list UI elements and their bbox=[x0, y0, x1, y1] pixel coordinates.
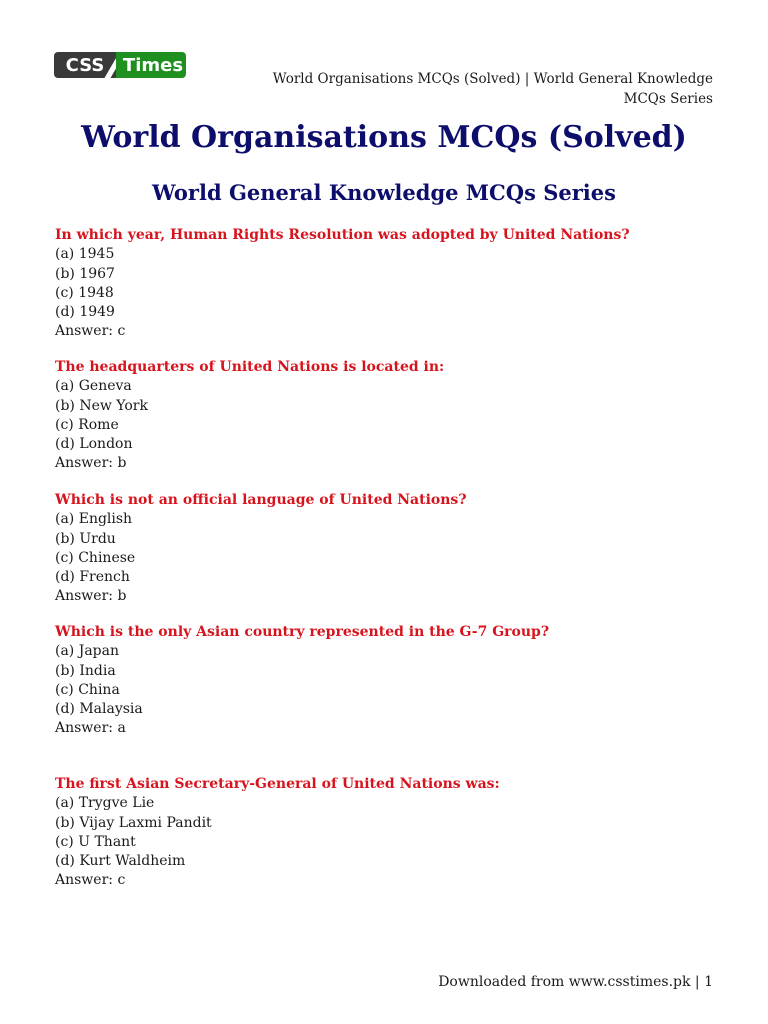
mcq-1 bbox=[55, 226, 630, 342]
page-title: World Organisations MCQs (Solved) bbox=[81, 120, 687, 155]
option-c: (c) China bbox=[55, 681, 120, 698]
option-b: (b) India bbox=[55, 662, 116, 679]
option-d: (d) French bbox=[55, 569, 130, 586]
option-d: (d) London bbox=[55, 436, 133, 453]
question-text: Which is not an official language of United Nations? bbox=[55, 492, 467, 508]
option-a: (a) Geneva bbox=[55, 378, 132, 395]
answer: Answer: b bbox=[55, 588, 127, 605]
option-b: (b) Vijay Laxmi Pandit bbox=[55, 814, 212, 831]
mcq-4 bbox=[55, 623, 549, 739]
csstimes-logo bbox=[54, 52, 186, 78]
mcq-2 bbox=[55, 358, 444, 474]
answer: Answer: a bbox=[55, 720, 126, 737]
option-a: (a) Japan bbox=[55, 643, 120, 660]
question-text: The first Asian Secretary-General of United Nations was: bbox=[55, 776, 500, 792]
option-b: (b) Urdu bbox=[55, 530, 116, 547]
option-b: (b) New York bbox=[55, 397, 148, 414]
logo-times: Times bbox=[116, 52, 186, 78]
mcq-3 bbox=[55, 491, 467, 607]
running-header bbox=[233, 69, 713, 109]
page-footer: Downloaded from www.csstimes.pk | 1 bbox=[438, 974, 713, 990]
question-text: The headquarters of United Nations is located in: bbox=[55, 359, 445, 375]
option-c: (c) U Thant bbox=[55, 833, 136, 850]
option-b: (b) 1967 bbox=[55, 265, 115, 282]
running-header-line2: MCQs Series bbox=[623, 91, 713, 107]
option-d: (d) 1949 bbox=[55, 304, 115, 321]
question-text: In which year, Human Rights Resolution was adopted by United Nations? bbox=[55, 227, 630, 243]
option-a: (a) English bbox=[55, 511, 133, 528]
page-subtitle: World General Knowledge MCQs Series bbox=[152, 180, 616, 205]
running-header-line1: World Organisations MCQs (Solved) | World General Knowledge bbox=[272, 71, 713, 87]
option-d: (d) Malaysia bbox=[55, 701, 143, 718]
question-text: Which is the only Asian country represented in the G-7 Group? bbox=[55, 624, 550, 640]
option-c: (c) 1948 bbox=[55, 284, 114, 301]
mcq-5 bbox=[55, 775, 500, 891]
answer: Answer: c bbox=[55, 323, 126, 340]
answer: Answer: b bbox=[55, 455, 127, 472]
answer: Answer: c bbox=[55, 872, 126, 889]
option-a: (a) Trygve Lie bbox=[55, 795, 155, 812]
option-c: (c) Chinese bbox=[55, 549, 136, 566]
option-d: (d) Kurt Waldheim bbox=[55, 853, 186, 870]
option-a: (a) 1945 bbox=[55, 246, 115, 263]
logo-css: CSS bbox=[54, 52, 116, 78]
option-c: (c) Rome bbox=[55, 416, 119, 433]
